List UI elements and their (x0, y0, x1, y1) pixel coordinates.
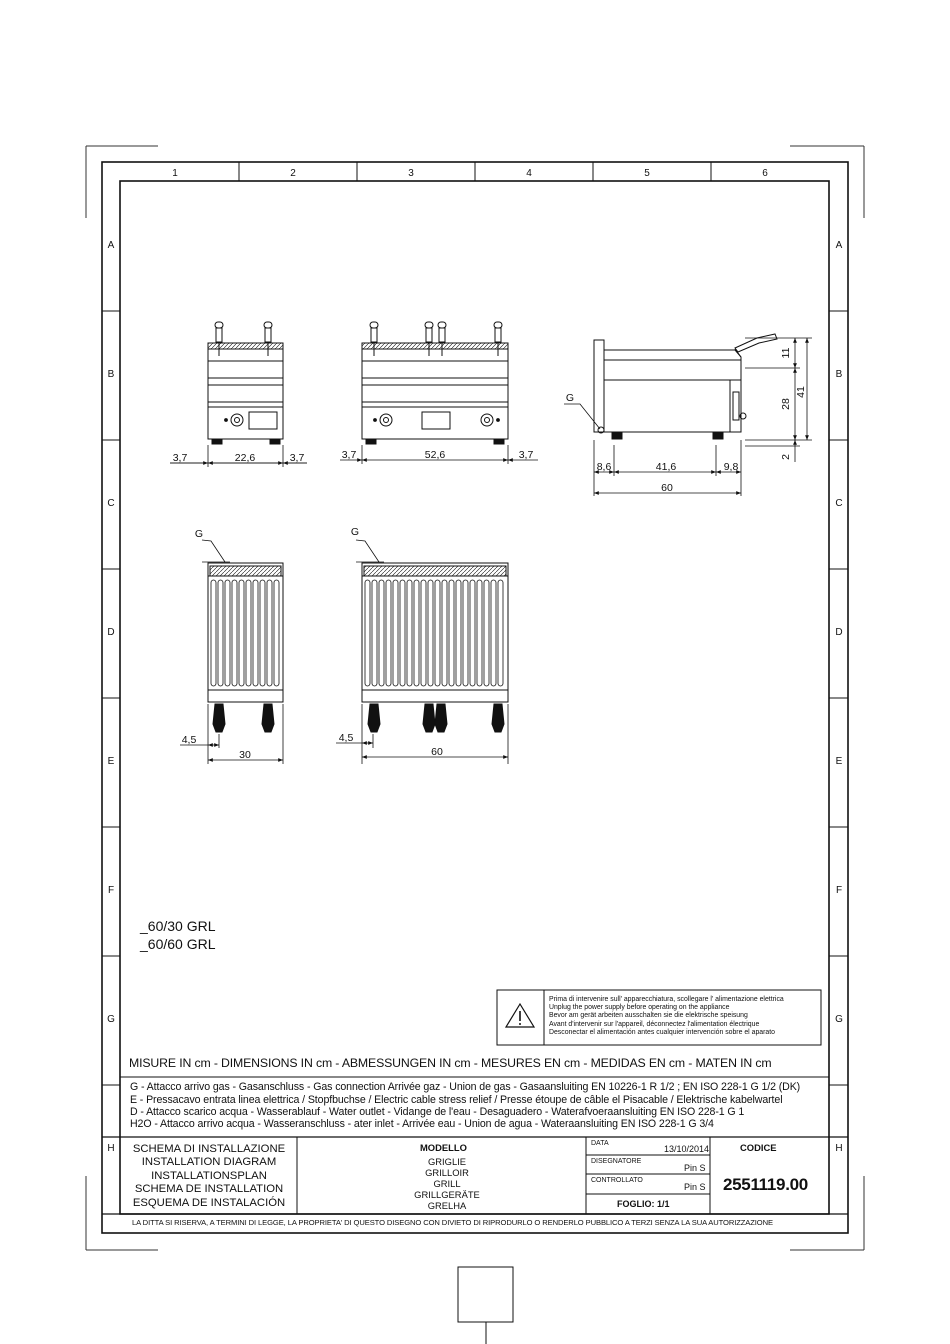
code-label: CODICE (740, 1142, 777, 1153)
grill-bar (393, 580, 398, 686)
title-line: INSTALLATION DIAGRAM (141, 1156, 277, 1169)
warning-line: Bevor am gerät arbeiten ausschalten sie die elektrische speisung (549, 1012, 748, 1020)
model-name: GRIGLIE (427, 1156, 467, 1167)
legend-line: G - Attacco arrivo gas - Gasanschluss - Gas connection Arrivée gaz - Union de gas - Gasaansluiting EN 10226-1 R 1/2 ; EN ISO 228-1 G 1/2 (DK) (130, 1081, 801, 1093)
dim-side-height-total: 41 (795, 386, 807, 398)
warning-line: Prima di intervenire sull' apparecchiatura, scollegare l' alimentazione elettrica (549, 996, 784, 1003)
row-label: F (835, 885, 843, 896)
grill-bar (400, 580, 405, 686)
column-label: 2 (290, 168, 296, 179)
grill-bar (456, 580, 461, 686)
model-label: MODELLO (420, 1142, 467, 1153)
grill-bar (260, 580, 265, 686)
grill-bar (379, 580, 384, 686)
dim-side-front: 9,8 (723, 461, 739, 473)
row-label: H (107, 1143, 115, 1154)
dim-side-back: 8,6 (596, 461, 612, 473)
grill-bar (435, 580, 440, 686)
date-label: DATA (591, 1140, 609, 1147)
column-markers (239, 162, 711, 181)
date-value: 13/10/2014 (664, 1144, 710, 1154)
dim-side-height-top: 11 (780, 347, 792, 359)
warning-icon (506, 1004, 534, 1027)
row-label: G (107, 1014, 115, 1025)
drawing-code: 2551119.00 (723, 1175, 808, 1194)
top-view-large (356, 540, 508, 732)
model-code: _60/30 GRL (140, 918, 216, 934)
grill-bar (470, 580, 475, 686)
grill-bar (498, 580, 503, 686)
row-label: C (835, 498, 843, 509)
model-name: GRELHA (427, 1200, 467, 1211)
front-view-small (208, 322, 283, 444)
grill-bar (365, 580, 370, 686)
designer-value: Pin S (684, 1163, 706, 1173)
grill-bar (274, 580, 279, 686)
row-label: A (107, 240, 115, 251)
column-label: 3 (408, 168, 414, 179)
model-name: GRILLGERÄTE (414, 1189, 480, 1200)
grill-bar (267, 580, 272, 686)
title-line: SCHEMA DE INSTALLATION (134, 1183, 284, 1196)
title-line: INSTALLATIONSPLAN (151, 1169, 267, 1182)
grill-bar (421, 580, 426, 686)
sheet-number: FOGLIO: 1/1 (617, 1199, 670, 1209)
model-name: GRILLOIR (425, 1167, 469, 1178)
title-line: ESQUEMA DE INSTALACIÓN (132, 1196, 286, 1209)
grill-bars (365, 580, 503, 686)
dim-front-large-right: 3,7 (518, 449, 534, 461)
row-label: B (107, 369, 115, 380)
grill-bar (225, 580, 230, 686)
dim-front-small-width: 22,6 (234, 452, 256, 464)
grill-bar (372, 580, 377, 686)
dim-side-height-body: 28 (780, 398, 792, 410)
title-line: SCHEMA DI INSTALLAZIONE (132, 1143, 286, 1155)
row-label: D (107, 627, 115, 638)
row-label: H (835, 1143, 843, 1154)
model-name: GRILL (433, 1178, 461, 1189)
dim-front-small-right: 3,7 (289, 452, 305, 464)
top-view-small-callout: G (194, 528, 204, 540)
grill-bar (246, 580, 251, 686)
dim-top-large-width: 60 (431, 746, 443, 758)
warning-line: Unplug the power supply before operating on the appliance (549, 1004, 730, 1012)
dim-front-small-left: 3,7 (172, 452, 188, 464)
legend-line: D - Attacco scarico acqua - Wasserablauf - Water outlet - Vidange de l'eau - Desaguadero - Waterafvoeraansluiting EN ISO 228-1 G 1 (130, 1106, 745, 1118)
measures-note: MISURE IN cm - DIMENSIONS IN cm - ABMESSUNGEN IN cm - MESURES EN cm - MEDIDAS EN cm - MATEN IN cm (129, 1056, 772, 1070)
column-label: 6 (762, 168, 768, 179)
row-label: A (835, 240, 843, 251)
row-markers (102, 311, 848, 1085)
row-label: D (835, 627, 843, 638)
side-view (594, 334, 777, 439)
dim-front-large-left: 3,7 (341, 449, 357, 461)
grill-bar (232, 580, 237, 686)
dim-top-small-offset: 4,5 (181, 734, 197, 746)
grill-bar (449, 580, 454, 686)
drawing-frame (102, 162, 848, 1233)
grill-bar (484, 580, 489, 686)
dim-side-total: 60 (661, 482, 673, 494)
grill-bar (386, 580, 391, 686)
dim-side-height-feet: 2 (780, 454, 792, 460)
grill-bar (491, 580, 496, 686)
row-label: C (107, 498, 115, 509)
checker-label: CONTROLLATO (591, 1177, 643, 1184)
model-code: _60/60 GRL (140, 936, 216, 952)
grill-bar (414, 580, 419, 686)
row-label: G (835, 1014, 843, 1025)
row-label: E (835, 756, 843, 767)
dim-top-large-offset: 4,5 (338, 732, 354, 744)
column-label: 1 (172, 168, 178, 179)
diagram-title (122, 1143, 296, 1210)
dim-top-small-width: 30 (239, 749, 251, 761)
designer-label: DISEGNATORE (591, 1158, 642, 1165)
row-label: F (107, 885, 115, 896)
column-labels (172, 168, 768, 179)
grill-bar (253, 580, 258, 686)
warning-line: Avant d'intervenir sur l'appareil, déconnectez l'alimentation électrique (549, 1020, 760, 1028)
grill-bar (428, 580, 433, 686)
legend-line: H2O - Attacco arrivo acqua - Wasseranschluss - ater inlet - Arrivée eau - Union de agua - Wateraansluiting EN ISO 228-1 G 3/4 (130, 1118, 714, 1130)
row-label: E (107, 756, 115, 767)
warning-line: Desconectar el alimentación antes cualquier intervención sobre el aparato (549, 1028, 775, 1036)
top-view-large-dimensions (336, 704, 508, 764)
grill-bar (407, 580, 412, 686)
column-label: 5 (644, 168, 650, 179)
column-label: 4 (526, 168, 532, 179)
grill-bar (239, 580, 244, 686)
model-names (404, 1156, 490, 1211)
side-view-callout: G (565, 392, 575, 404)
row-label: B (835, 369, 843, 380)
page-number-box (458, 1267, 513, 1344)
front-view-large (362, 322, 508, 444)
grill-bars (211, 580, 279, 686)
grill-bar (211, 580, 216, 686)
dim-side-body: 41,6 (655, 461, 677, 473)
grill-bar (218, 580, 223, 686)
warning-text (549, 996, 821, 1037)
copyright-footer: LA DITTA SI RISERVA, A TERMINI DI LEGGE, LA PROPRIETA' DI QUESTO DISEGNO CON DIVIETO DI RIPRODURLO O RENDERLO PUBBLICO A TERZI SENZA LA SUA AUTORIZZAZIONE (132, 1218, 773, 1227)
top-view-large-callout: G (350, 526, 360, 538)
legend-line: E - Pressacavo entrata linea elettrica / Stopfbuchse / Electric cable stress relief / Presse étoupe de câble el Pisacable / Elektrische kabelwartel (130, 1094, 783, 1106)
checker-value: Pin S (684, 1182, 706, 1192)
grill-bar (463, 580, 468, 686)
grill-bar (442, 580, 447, 686)
dim-front-large-width: 52,6 (424, 449, 446, 461)
top-view-small (202, 540, 283, 732)
grill-bar (477, 580, 482, 686)
